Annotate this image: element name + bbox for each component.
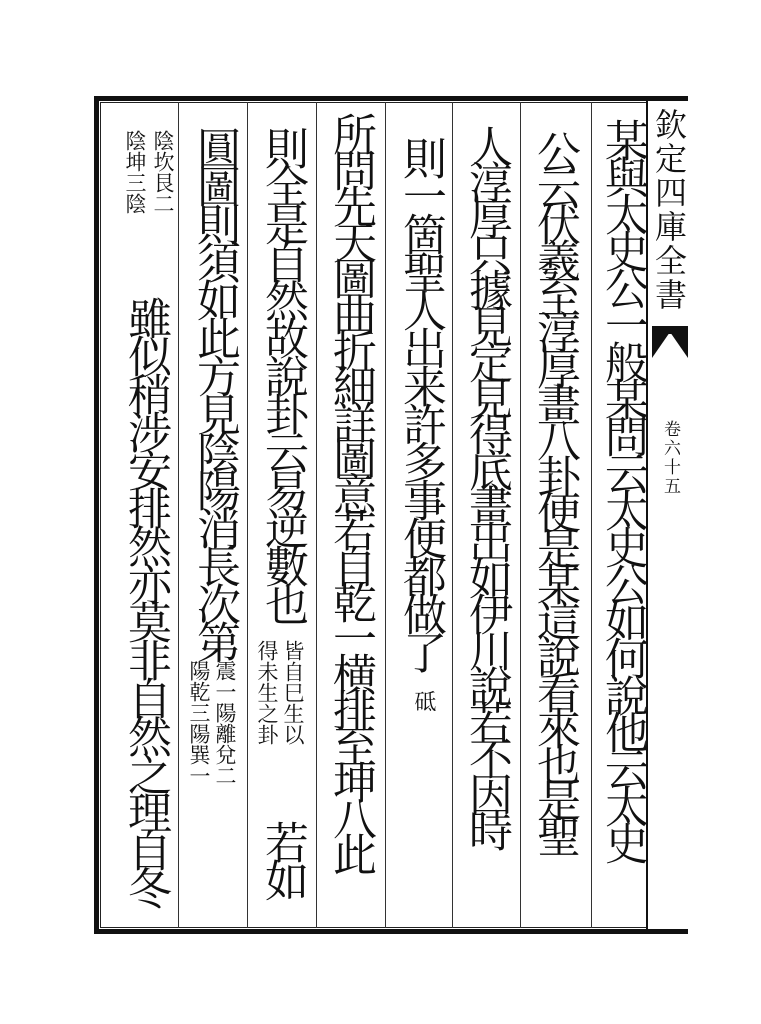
juan-number: 卷六十五 — [660, 420, 680, 496]
column-rule — [520, 102, 521, 928]
text-column-1: 某與太史公一般某問云太史公如何說他云太史 — [597, 118, 648, 858]
text-column-8: 雖似稍涉安排然亦莫非自然之理自冬 — [120, 296, 171, 904]
text-column-3: 人淳厚只據見定見得底畫出如伊川說若不因時 — [461, 124, 512, 844]
column-rule — [385, 102, 386, 928]
column-rule — [247, 102, 248, 928]
book-title: 欽定四庫全書 — [650, 108, 688, 312]
text-column-2: 公云伏羲至淳厚畫八卦便是某這說看來也是聖 — [529, 130, 580, 850]
text-column-6-tail: 若如 — [257, 820, 308, 896]
column-rule — [178, 102, 179, 928]
column-rule — [316, 102, 317, 928]
text-column-6: 則全是自然故說卦云易逆數也 — [257, 126, 308, 620]
text-column-7: 圓圖則須如此方見陰陽消長次第 — [189, 126, 240, 658]
note-col6-left: 得未生之卦 — [255, 640, 279, 745]
column-rule — [452, 102, 453, 928]
note-col7-right: 震一陽離兌二 — [213, 660, 237, 786]
note-col7-left: 陽乾三陽巽一 — [187, 660, 211, 786]
note-col8-right: 陰坎艮二 — [151, 130, 175, 214]
note-col8-left: 陰坤三陰 — [123, 130, 147, 214]
text-column-4: 則一箇聖人出来許多事便都做了 — [395, 136, 446, 668]
note-col6-right: 皆自巳生以 — [281, 640, 305, 745]
column-rule — [591, 102, 592, 928]
text-column-5: 所問先天圖曲折細詳圖意若自乾一横排至坤八此 — [325, 112, 376, 868]
note-col4: 砥 — [411, 690, 436, 712]
fish-tail-mark — [652, 332, 688, 358]
